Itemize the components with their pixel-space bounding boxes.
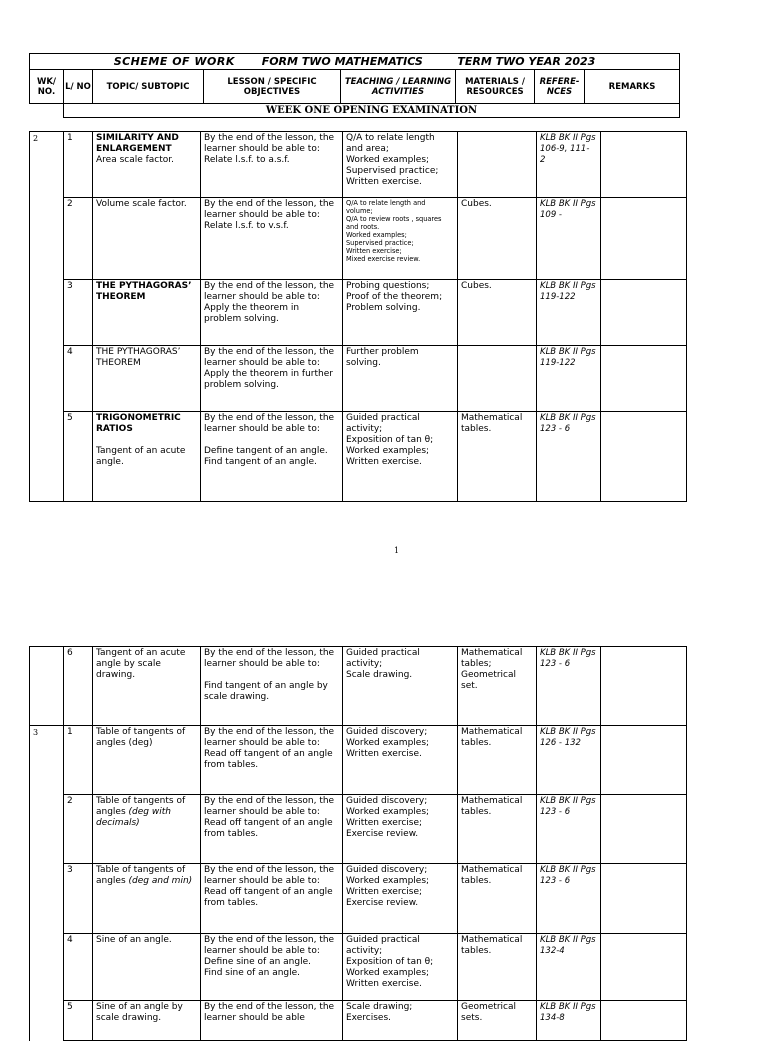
col-lesson-no: L/ NO [64, 70, 93, 104]
reference-text: KLB BK II Pgs 132-4 [540, 935, 596, 956]
objective-line: By the end of the lesson, the learner should be able [204, 1002, 335, 1023]
reference-text: KLB BK II Pgs 123 - 6 [540, 648, 596, 669]
week-cell [30, 412, 64, 502]
week-one-blank [30, 104, 64, 118]
activity-line: Written exercise. [346, 457, 422, 467]
references-cell [537, 864, 601, 934]
topic-cell [93, 934, 201, 1001]
objectives-cell [201, 647, 343, 726]
activity-line: Worked examples; [346, 231, 407, 239]
week-one-banner: WEEK ONE OPENING EXAMINATION [64, 104, 680, 118]
materials-cell [458, 132, 537, 198]
subtopic-detail: (deg and min) [128, 876, 193, 886]
week-cell: 3 [30, 726, 64, 795]
topic-cell [93, 726, 201, 795]
activity-line: Written exercise. [346, 749, 422, 759]
title-scheme: SCHEME OF WORK [113, 55, 235, 68]
reference-text: KLB BK II Pgs 134-8 [540, 1002, 596, 1023]
col-materials: MATERIALS / RESOURCES [456, 70, 535, 104]
remarks-cell [601, 346, 687, 412]
reference-text: KLB BK II Pgs 106-9, 111- 2 [540, 133, 596, 165]
activity-line: Further problem solving. [346, 347, 419, 368]
table-row [30, 795, 687, 864]
activity-line: Exercise review. [346, 829, 419, 839]
lesson-no-cell: 4 [64, 346, 93, 412]
week-cell [30, 934, 64, 1001]
activities-cell [343, 346, 458, 412]
activity-line: Supervised practice; [346, 239, 414, 247]
activities-cell [343, 864, 458, 934]
subtopic: Volume scale factor. [96, 199, 187, 209]
topic-cell [93, 132, 201, 198]
activities-cell [343, 198, 458, 280]
remarks-cell [601, 864, 687, 934]
remarks-cell [601, 795, 687, 864]
title-term: TERM TWO YEAR 2023 [457, 55, 596, 68]
references-cell [537, 280, 601, 346]
week-cell [30, 198, 64, 280]
topic-cell [93, 198, 201, 280]
subtopic: Sine of an angle by scale drawing. [96, 1002, 183, 1023]
reference-text: KLB BK II Pgs 123 - 6 [540, 413, 596, 434]
remarks-cell [601, 280, 687, 346]
activity-line: Mixed exercise review. [346, 255, 421, 263]
table-row [30, 1001, 687, 1041]
activities-cell [343, 412, 458, 502]
lesson-no-cell: 3 [64, 280, 93, 346]
objectives-cell [201, 280, 343, 346]
activity-line: Q/A to relate length and area; [346, 133, 435, 154]
topic-cell [93, 647, 201, 726]
activity-line: Guided discovery; [346, 865, 428, 875]
scheme-table-page2 [29, 646, 687, 1041]
lesson-no-cell: 6 [64, 647, 93, 726]
activity-line: Proof of the theorem; [346, 292, 443, 302]
topic-cell [93, 864, 201, 934]
objective-line: By the end of the lesson, the learner should be able to: [204, 133, 335, 154]
lesson-no-cell: 5 [64, 412, 93, 502]
activities-cell [343, 132, 458, 198]
references-cell [537, 726, 601, 795]
activity-line: Written exercise; [346, 818, 423, 828]
references-cell [537, 647, 601, 726]
activity-line: Worked examples; [346, 807, 430, 817]
lesson-no-cell: 3 [64, 864, 93, 934]
activity-line: Guided discovery; [346, 796, 428, 806]
remarks-cell [601, 934, 687, 1001]
objective-line: Apply the theorem in further problem solving. [204, 369, 333, 390]
activities-cell [343, 647, 458, 726]
topic-heading: THE PYTHAGORAS’ THEOREM [96, 281, 192, 302]
lesson-no-cell: 1 [64, 132, 93, 198]
table-row [30, 346, 687, 412]
topic-cell [93, 280, 201, 346]
objectives-cell [201, 132, 343, 198]
materials-cell: Cubes. [458, 280, 537, 346]
subtopic: Area scale factor. [96, 155, 175, 165]
activity-line: Exposition of tan θ; [346, 957, 434, 967]
activity-line: Supervised practice; [346, 166, 439, 176]
topic-heading: SIMILARITY AND ENLARGEMENT [96, 133, 179, 154]
objective-line: By the end of the lesson, the learner should be able to: [204, 865, 335, 886]
activity-line: Exercises. [346, 1013, 391, 1023]
objectives-cell [201, 934, 343, 1001]
activities-cell [343, 795, 458, 864]
subtopic: Table of tangents of angles [96, 796, 186, 817]
table-row [30, 864, 687, 934]
table-row [30, 132, 687, 198]
activities-cell [343, 280, 458, 346]
topic-heading: TRIGONOMETRIC RATIOS [96, 413, 181, 434]
scheme-title [30, 54, 680, 70]
objective-line: By the end of the lesson, the learner should be able to: [204, 648, 335, 669]
table-row [30, 726, 687, 795]
references-cell [537, 1001, 601, 1041]
activity-line: Written exercise; [346, 247, 402, 255]
col-objectives: LESSON / SPECIFIC OBJECTIVES [204, 70, 341, 104]
col-remarks: REMARKS [585, 70, 680, 104]
activity-line: Problem solving. [346, 303, 421, 313]
remarks-cell [601, 647, 687, 726]
activity-line: Scale drawing. [346, 670, 413, 680]
lesson-no-cell: 1 [64, 726, 93, 795]
objective-line: Define tangent of an angle. [204, 446, 328, 456]
subtopic: Table of tangents of angles (deg) [96, 727, 186, 748]
activity-line: Guided discovery; [346, 727, 428, 737]
table-row [30, 934, 687, 1001]
activity-line: Guided practical activity; [346, 413, 420, 434]
reference-text: KLB BK II Pgs 109 - [540, 199, 596, 220]
objective-line: By the end of the lesson, the learner should be able to: [204, 413, 335, 434]
objective-line: By the end of the lesson, the learner should be able to: [204, 347, 335, 368]
week-cell: 2 [30, 132, 64, 198]
reference-text: KLB BK II Pgs 119-122 [540, 347, 596, 368]
objective-line: Read off tangent of an angle from tables. [204, 887, 333, 908]
references-cell [537, 795, 601, 864]
activity-line: Written exercise. [346, 177, 422, 187]
lesson-no-cell: 2 [64, 198, 93, 280]
subtopic: Table of tangents of angles [96, 865, 186, 886]
activity-line: Q/A to relate length and volume; [346, 199, 426, 215]
table-row [30, 647, 687, 726]
table-row [30, 198, 687, 280]
objective-line: Find tangent of an angle. [204, 457, 317, 467]
activities-cell [343, 726, 458, 795]
activity-line: Worked examples; [346, 876, 430, 886]
materials-cell: Geometrical sets. [458, 1001, 537, 1041]
remarks-cell [601, 1001, 687, 1041]
activity-line: Scale drawing; [346, 1002, 413, 1012]
materials-cell: Mathematical tables. [458, 412, 537, 502]
objective-line: Find tangent of an angle by scale drawing. [204, 681, 328, 702]
materials-cell: Mathematical tables. [458, 934, 537, 1001]
objectives-cell [201, 726, 343, 795]
objective-line: By the end of the lesson, the learner should be able to: [204, 199, 335, 220]
objectives-cell [201, 864, 343, 934]
objective-line: By the end of the lesson, the learner should be able to: [204, 727, 335, 748]
subtopic: THE PYTHAGORAS’ THEOREM [96, 347, 181, 368]
objective-line: By the end of the lesson, the learner should be able to: [204, 935, 335, 956]
activity-line: Exposition of tan θ; [346, 435, 434, 445]
objective-line: Find sine of an angle. [204, 968, 301, 978]
activity-line: Q/A to review roots , squares and roots. [346, 215, 442, 231]
week-cell [30, 647, 64, 726]
materials-cell: Mathematical tables. [458, 864, 537, 934]
activities-cell [343, 934, 458, 1001]
activity-line: Worked examples; [346, 155, 430, 165]
references-cell [537, 198, 601, 280]
activity-line: Exercise review. [346, 898, 419, 908]
week-cell [30, 1001, 64, 1041]
materials-cell: Mathematical tables. [458, 726, 537, 795]
objective-line: By the end of the lesson, the learner should be able to: [204, 281, 335, 302]
topic-cell [93, 346, 201, 412]
reference-text: KLB BK II Pgs 119-122 [540, 281, 596, 302]
lesson-no-cell: 5 [64, 1001, 93, 1041]
col-references: REFERE-NCES [535, 70, 585, 104]
activity-line: Written exercise. [346, 979, 422, 989]
objective-line: By the end of the lesson, the learner should be able to: [204, 796, 335, 817]
title-form: FORM TWO MATHEMATICS [261, 55, 423, 68]
objective-line: Apply the theorem in problem solving. [204, 303, 300, 324]
reference-text: KLB BK II Pgs 123 - 6 [540, 865, 596, 886]
lesson-no-cell: 4 [64, 934, 93, 1001]
objectives-cell [201, 346, 343, 412]
activity-line: Worked examples; [346, 738, 430, 748]
week-cell [30, 864, 64, 934]
col-topic: TOPIC/ SUBTOPIC [93, 70, 204, 104]
references-cell [537, 346, 601, 412]
topic-cell [93, 412, 201, 502]
subtopic: Sine of an angle. [96, 935, 172, 945]
table-row [30, 412, 687, 502]
objectives-cell [201, 198, 343, 280]
activity-line: Worked examples; [346, 446, 430, 456]
scheme-header-table [29, 53, 680, 118]
remarks-cell [601, 412, 687, 502]
activity-line: Written exercise; [346, 887, 423, 897]
references-cell [537, 412, 601, 502]
week-cell [30, 280, 64, 346]
materials-cell: Mathematical tables; Geometrical set. [458, 647, 537, 726]
materials-cell: Mathematical tables. [458, 795, 537, 864]
remarks-cell [601, 198, 687, 280]
reference-text: KLB BK II Pgs 126 - 132 [540, 727, 596, 748]
week-cell [30, 346, 64, 412]
materials-cell [458, 346, 537, 412]
activity-line: Guided practical activity; [346, 648, 420, 669]
week-cell [30, 795, 64, 864]
activity-line: Probing questions; [346, 281, 430, 291]
activity-line: Worked examples; [346, 968, 430, 978]
activity-line: Guided practical activity; [346, 935, 420, 956]
subtopic-detail: (deg with decimals) [96, 807, 171, 828]
scheme-table-page1 [29, 131, 687, 502]
col-week: WK/ NO. [30, 70, 64, 104]
col-activities: TEACHING / LEARNING ACTIVITIES [341, 70, 456, 104]
materials-cell: Cubes. [458, 198, 537, 280]
objectives-cell [201, 1001, 343, 1041]
objective-line: Relate l.s.f. to a.s.f. [204, 155, 290, 165]
references-cell [537, 132, 601, 198]
objective-line: Read off tangent of an angle from tables. [204, 749, 333, 770]
table-row [30, 280, 687, 346]
objective-line: Relate l.s.f. to v.s.f. [204, 221, 289, 231]
topic-cell [93, 795, 201, 864]
remarks-cell [601, 726, 687, 795]
lesson-no-cell: 2 [64, 795, 93, 864]
references-cell [537, 934, 601, 1001]
subtopic: Tangent of an acute angle. [96, 446, 186, 467]
activities-cell [343, 1001, 458, 1041]
objectives-cell [201, 795, 343, 864]
objectives-cell [201, 412, 343, 502]
remarks-cell [601, 132, 687, 198]
topic-cell [93, 1001, 201, 1041]
page-number: 1 [394, 546, 400, 555]
objective-line: Read off tangent of an angle from tables. [204, 818, 333, 839]
subtopic: Tangent of an acute angle by scale drawing. [96, 648, 186, 680]
reference-text: KLB BK II Pgs 123 - 6 [540, 796, 596, 817]
objective-line: Define sine of an angle. [204, 957, 311, 967]
